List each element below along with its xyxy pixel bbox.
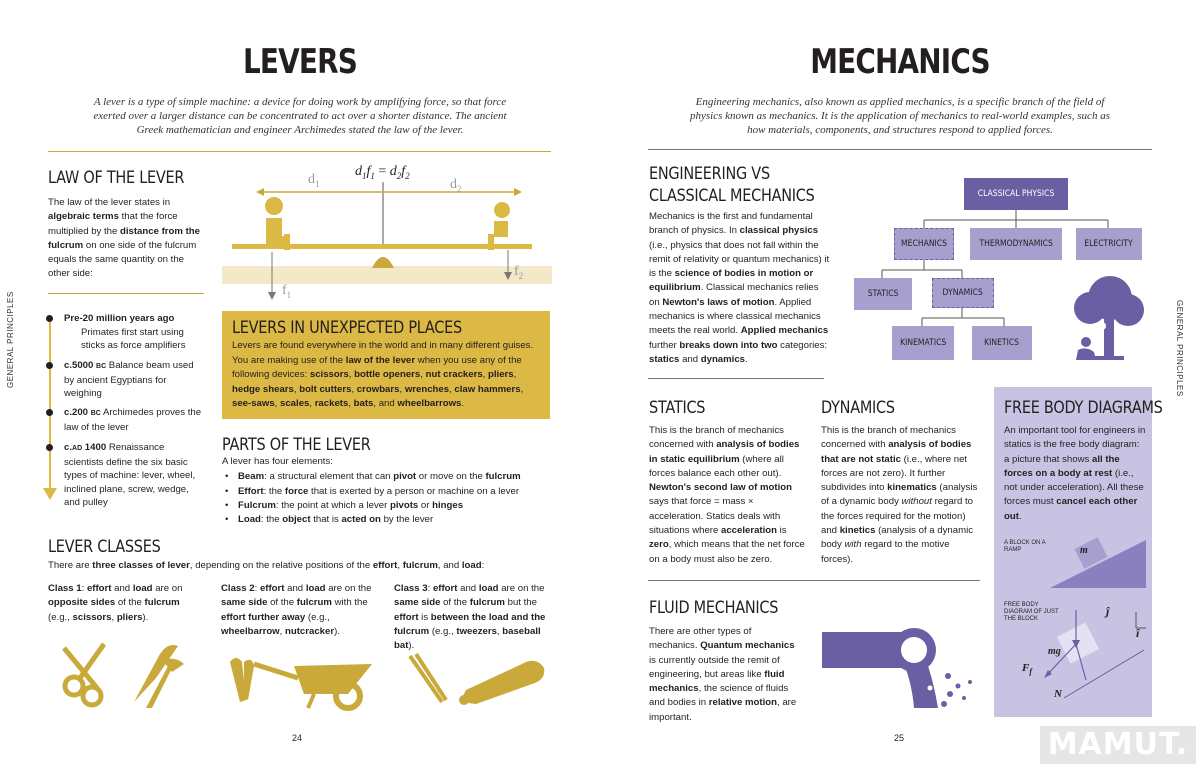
seesaw-diagram xyxy=(222,160,552,310)
law-equation: $d_1f_1 = d_2f_2$ xyxy=(355,164,410,181)
normal-force-label: N xyxy=(1054,688,1062,700)
statics-heading: STATICS xyxy=(649,398,706,418)
person-left-leg xyxy=(284,234,290,250)
tree-node-kinetics: KINETICS xyxy=(972,326,1032,360)
divider xyxy=(648,580,980,581)
class-2-text: Class 2: effort and load are on the same side of the fulcrum with the effort further away (e.g., wheelbarrow, nutcracker). xyxy=(221,583,372,637)
classes-intro: There are three classes of lever, depending on the relative positions of the effort, fulcrum, and load: xyxy=(48,560,485,571)
divider xyxy=(48,151,551,152)
tree-node-electricity: ELECTRICITY xyxy=(1076,228,1142,260)
divider xyxy=(648,378,824,379)
side-label-left: GENERAL PRINCIPLES xyxy=(6,291,15,388)
timeline-item: c.5000 BC Balance beam used by ancient Egyptians for weighing xyxy=(64,360,194,400)
timeline-arrow-icon xyxy=(43,488,57,502)
mechanics-intro: Engineering mechanics, also known as applied mechanics, is a specific branch of the field of physics known as mechanics. It is the application of mechanics to real-world examples, such as how materials, components, and structures respond to applied forces. xyxy=(690,96,1110,136)
fluid-heading: FLUID MECHANICS xyxy=(649,598,779,618)
law-heading: LAW OF THE LEVER xyxy=(48,168,185,188)
timeline-dot xyxy=(46,362,53,369)
timeline-dot xyxy=(46,409,53,416)
statics-text: This is the branch of mechanics concerned with analysis of bodies in static equilibrium (where all forces balance each other out). Newton's second law of motion says that force = mass × acceleration. Statics deals with situations where acceleration is zero, which means that the net force on a body must also be zero. xyxy=(649,425,805,565)
f1-arrowhead xyxy=(268,292,276,300)
list-item: • Beam: a structural element that can pivot or move on the fulcrum xyxy=(222,470,552,484)
fluid-text: There are other types of mechanics. Quantum mechanics is currently outside the remit of engineering, but areas like fluid mechanics, the science of fluids and bodies in relative motion, are important. xyxy=(649,626,797,723)
i-unit-label: î xyxy=(1136,626,1140,640)
list-item: • Effort: the force that is exerted by a person or machine on a lever xyxy=(222,485,552,499)
eng-heading-1: ENGINEERING VS xyxy=(649,164,770,184)
person-left-head xyxy=(265,197,283,215)
f1-label: $f_1$ xyxy=(282,283,292,300)
watermark: MAMUT. xyxy=(1040,726,1196,764)
levers-title: LEVERS xyxy=(242,42,358,82)
dynamics-text: This is the branch of mechanics concerned with analysis of bodies that are not static (i.e., where net forces are not zero). It further subdivides into kinematics (analysis of a dynamic body without regard to the forces required for the motion) and kinetics (analysis of a dynamic body with regard to the motive forces). xyxy=(821,425,978,565)
mechanics-title: MECHANICS xyxy=(810,42,990,82)
page-number-right: 25 xyxy=(894,733,905,743)
law-text: The law of the lever states in algebraic terms that the force multiplied by the distance from the fulcrum on one side of the fulcrum equals the same quantity on the other side: xyxy=(48,197,200,280)
fbd-label-ramp: A BLOCK ON A RAMP xyxy=(1004,540,1046,553)
lever-beam xyxy=(232,244,532,249)
list-item: • Fulcrum: the point at which a lever pivots or hinges xyxy=(222,499,552,513)
free-body-diagram xyxy=(1024,610,1150,710)
d1-arrowhead xyxy=(256,188,264,196)
unexpected-text: Levers are found everywhere in the world and in many different guises. You are making use of the law of the lever when you use any of the following devices: scissors, bottle openers, nut crackers, pliers, hedge shears, bolt cutters, crowbars, wrenches, claw hammers, see-saws, scales, rackets, bats, and wheelbarrows. xyxy=(232,340,534,410)
d2-label: $d_2$ xyxy=(450,177,462,194)
eng-heading-2: CLASSICAL MECHANICS xyxy=(649,186,815,206)
friction-label: $F_f$ xyxy=(1022,662,1033,677)
fulcrum xyxy=(372,257,394,268)
dynamics-heading: DYNAMICS xyxy=(821,398,895,418)
page-number-left: 24 xyxy=(292,733,303,743)
d2-arrowhead xyxy=(514,188,522,196)
person-right-head xyxy=(494,202,510,218)
person-right-leg xyxy=(488,234,494,250)
scissors-pliers-icon xyxy=(52,638,192,710)
tree-node-thermodynamics: THERMODYNAMICS xyxy=(970,228,1062,260)
parts-list: A lever has four elements: • Beam: a structural element that can pivot or move on the fulcrum • Effort: the force that is exerted by a person or machine on a lever • Fulcrum: the point at which a lever pivots or hinges • Load: the object that is acted on by the lever xyxy=(222,455,552,527)
classes-heading: LEVER CLASSES xyxy=(48,537,161,557)
j-unit-label: ĵ xyxy=(1106,604,1110,618)
tree-node-statics: STATICS xyxy=(854,278,912,310)
timeline-item: c.AD 1400 Renaissance scientists define the six basic types of machine: lever, wheel, inclined plane, screw, wedge, and pulley xyxy=(64,442,196,509)
class-1-text: Class 1: effort and load are on opposite sides of the fulcrum (e.g., scissors, pliers). xyxy=(48,583,183,623)
mg-label: mg xyxy=(1048,646,1061,657)
person-right-body xyxy=(494,221,508,237)
divider xyxy=(648,149,1152,150)
timeline-line xyxy=(49,318,51,492)
class-3-text: Class 3: effort and load are on the same side of the fulcrum but the effort is between the load and the fulcrum (e.g., tweezers, baseball bat). xyxy=(394,583,546,652)
tree-node-mechanics: MECHANICS xyxy=(894,228,954,260)
newton-apple-tree-icon xyxy=(1066,268,1154,364)
pipe-water-icon xyxy=(820,624,984,710)
timeline-item: Pre-20 million years ago Primates first start using sticks as force amplifiers xyxy=(64,313,186,352)
unexpected-heading: LEVERS IN UNEXPECTED PLACES xyxy=(232,318,462,338)
levers-intro: A lever is a type of simple machine: a device for doing work by amplifying force, so that force exerted over a larger distance can be concentrated to act over a shorter distance. The ancient Greek mathematician and engineer Archimedes stated the law of the lever. xyxy=(93,96,507,136)
f2-label: $f_2$ xyxy=(514,264,524,281)
tree-node-kinematics: KINEMATICS xyxy=(892,326,954,360)
tree-node-dynamics: DYNAMICS xyxy=(932,278,994,308)
timeline-item: c.200 BC Archimedes proves the law of the lever xyxy=(64,407,202,433)
wheelbarrow-nutcracker-icon xyxy=(224,652,380,712)
ramp-block-diagram xyxy=(1048,532,1148,592)
d1-label: $d_1$ xyxy=(308,172,320,189)
timeline-dot xyxy=(46,315,53,322)
eng-text: Mechanics is the first and fundamental branch of physics. In classical physics (i.e., physics that does not fall within the remit of relativity or quantum mechanics) it is the science of bodies in motion or equilibrium. Classical mechanics relies on Newton's laws of motion. Applied mechanics is where classical mechanics meets the real world. Applied mechanics further breaks down into two categories: statics and dynamics. xyxy=(649,211,830,365)
mass-label: m xyxy=(1080,545,1088,556)
divider xyxy=(48,293,204,294)
timeline-dot xyxy=(46,444,53,451)
fbd-label-block: FREE BODY DIAGRAM OF JUST THE BLOCK xyxy=(1004,602,1059,622)
fbd-heading: FREE BODY DIAGRAMS xyxy=(1004,398,1163,418)
parts-heading: PARTS OF THE LEVER xyxy=(222,435,371,455)
side-label-right: GENERAL PRINCIPLES xyxy=(1175,300,1184,397)
list-item: • Load: the object that is acted on by the lever xyxy=(222,513,552,527)
fbd-text: An important tool for engineers in statics is the free body diagram: a picture that shows all the forces on a body at rest (i.e., not under acceleration). All these forces must cancel each other out. xyxy=(1004,425,1146,522)
tweezers-bat-icon xyxy=(404,650,554,712)
tree-node-classical-physics: CLASSICAL PHYSICS xyxy=(964,178,1068,210)
